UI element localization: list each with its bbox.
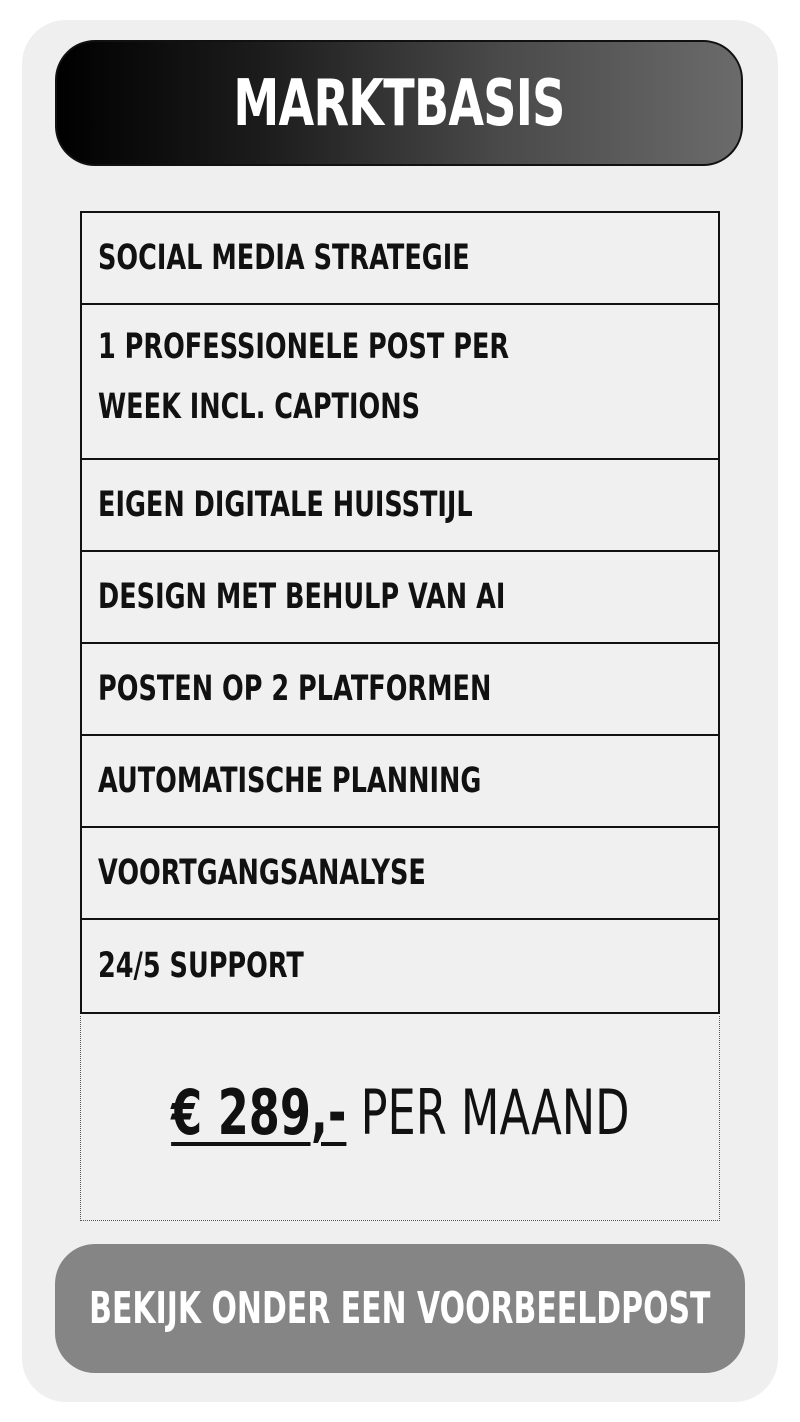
feature-label: SOCIAL MEDIA STRATEGIE — [98, 238, 470, 278]
example-post-button[interactable] — [55, 1244, 745, 1373]
feature-item — [82, 305, 718, 460]
price-box — [80, 1016, 720, 1221]
feature-item — [82, 460, 718, 552]
feature-label: VOORTGANGSANALYSE — [98, 853, 426, 893]
feature-label: AUTOMATISCHE PLANNING — [98, 761, 482, 801]
example-post-button-label: BEKIJK ONDER EEN VOORBEELDPOST — [89, 1282, 711, 1334]
feature-label: DESIGN MET BEHULP VAN AI — [98, 577, 506, 617]
feature-item — [82, 644, 718, 736]
price-amount: € 289,- — [170, 1076, 347, 1149]
price-line — [170, 1076, 630, 1149]
feature-label: POSTEN OP 2 PLATFORMEN — [98, 669, 492, 709]
feature-list — [80, 211, 720, 1014]
feature-label: EIGEN DIGITALE HUISSTIJL — [98, 485, 473, 525]
feature-item — [82, 736, 718, 828]
feature-item — [82, 920, 718, 1012]
plan-header — [55, 40, 743, 166]
feature-label: 1 PROFESSIONELE POST PER WEEK INCL. CAPTIONS — [98, 327, 510, 427]
feature-item — [82, 213, 718, 305]
plan-title: MARKTBASIS — [233, 67, 565, 141]
feature-label: 24/5 SUPPORT — [98, 946, 304, 986]
feature-item — [82, 552, 718, 644]
price-unit: PER MAAND — [346, 1076, 630, 1149]
feature-item — [82, 828, 718, 920]
